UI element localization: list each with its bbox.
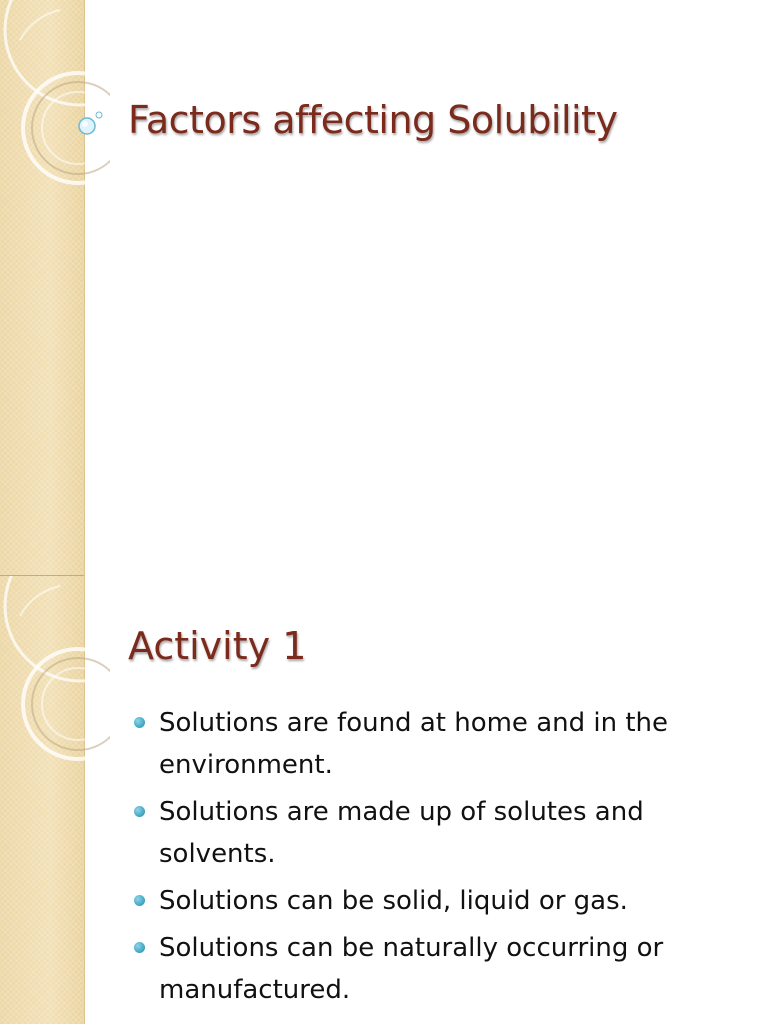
bullet-text: Solutions are made up of solutes and solvents. xyxy=(159,797,644,869)
bullet-dot-icon xyxy=(134,895,145,906)
bullet-dot-icon xyxy=(134,806,145,817)
slide-title: Factors affecting Solubility xyxy=(128,98,618,142)
decorative-side-band xyxy=(0,0,85,576)
slide-title: Activity 1 xyxy=(128,624,307,668)
list-item xyxy=(130,791,710,875)
bullet-list xyxy=(130,702,710,1016)
decorative-side-band xyxy=(0,576,85,1024)
bullet-text: Solutions can be solid, liquid or gas. xyxy=(159,886,628,916)
bullet-text: Solutions are found at home and in the environment. xyxy=(159,708,669,780)
list-item xyxy=(130,880,710,922)
bubble-icon xyxy=(76,106,106,146)
slide-2 xyxy=(0,576,768,1024)
bullet-dot-icon xyxy=(134,942,145,953)
bullet-text: Solutions can be naturally occurring or manufactured. xyxy=(159,933,664,1005)
bullet-dot-icon xyxy=(134,717,145,728)
decorative-circles-icon xyxy=(0,0,110,576)
list-item xyxy=(130,927,710,1011)
list-item xyxy=(130,702,710,786)
decorative-circles-icon xyxy=(0,576,110,1024)
